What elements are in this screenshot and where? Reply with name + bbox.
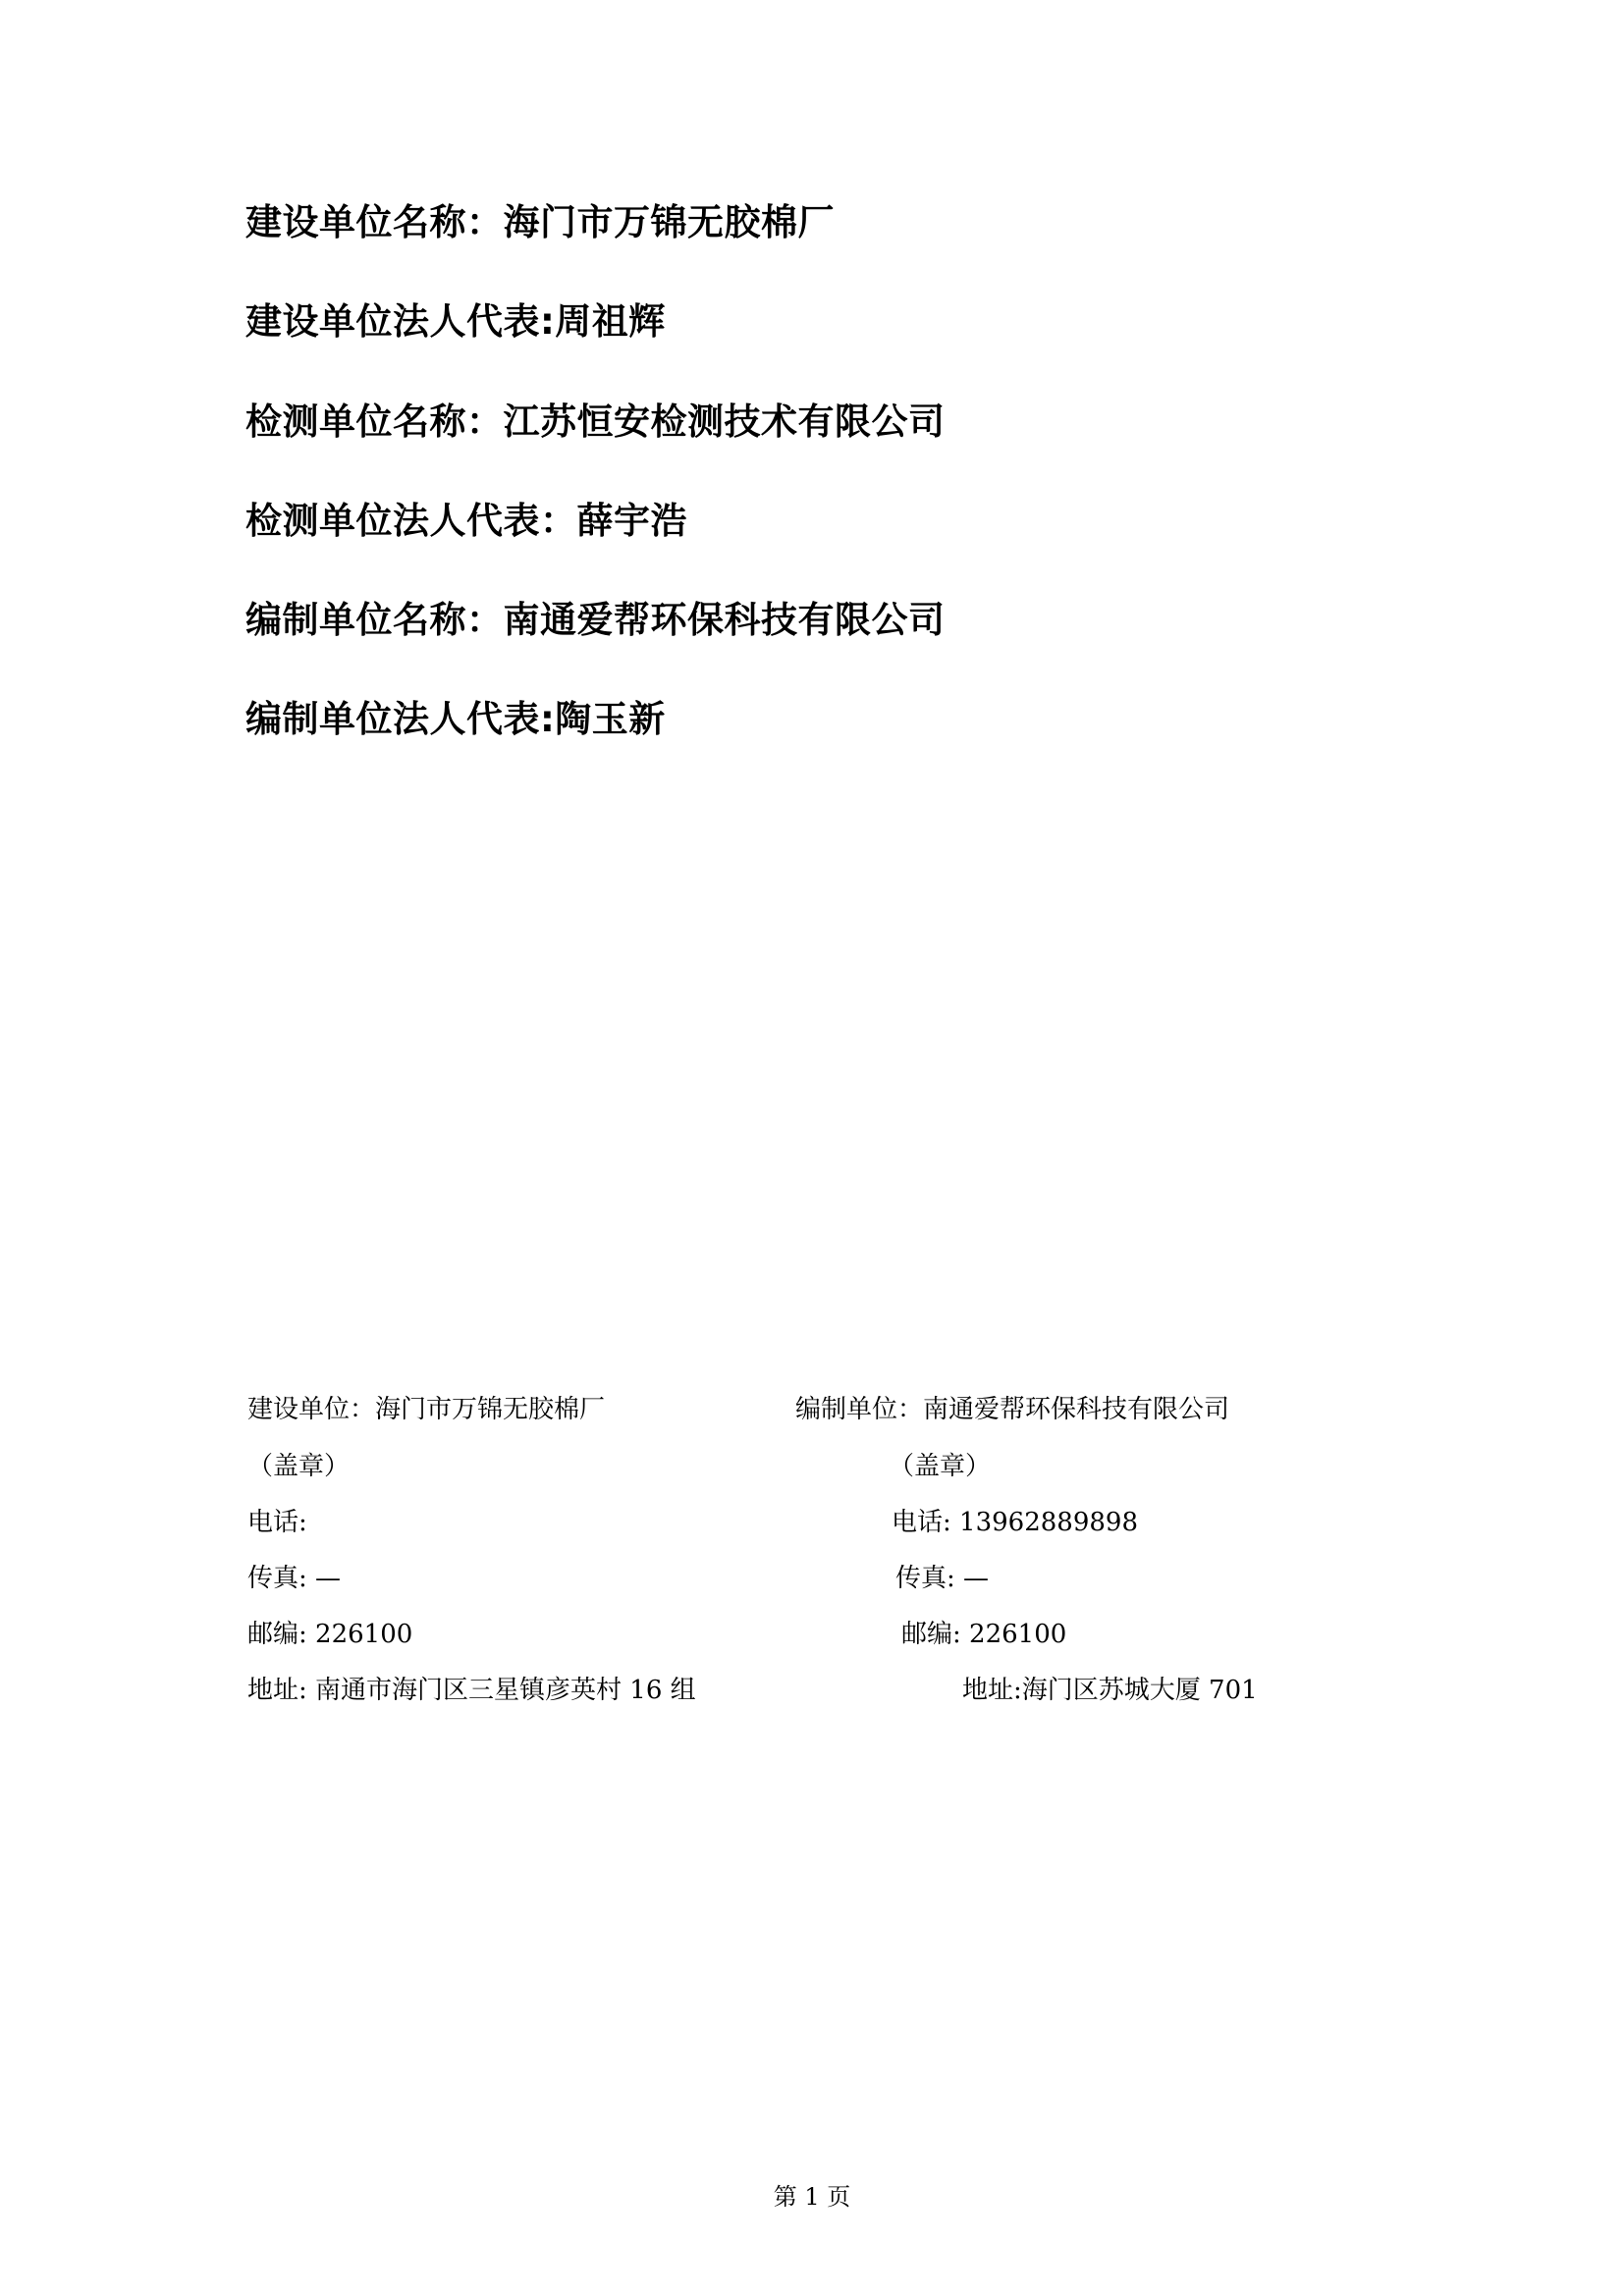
testing-unit-legal-rep: 检测单位法人代表：薛宇浩	[245, 500, 687, 542]
left-address: 地址: 南通市海门区三星镇彦英村 16 组	[247, 1676, 696, 1705]
right-unit: 编制单位：南通爱帮环保科技有限公司	[795, 1395, 1230, 1424]
right-postcode: 邮编: 226100	[901, 1620, 1067, 1649]
testing-unit-name: 检测单位名称：江苏恒安检测技术有限公司	[245, 400, 946, 443]
construction-unit-legal-rep: 建设单位法人代表:周祖辉	[245, 300, 666, 343]
page-number: 第 1 页	[773, 2183, 851, 2211]
left-postcode: 邮编: 226100	[247, 1620, 413, 1649]
left-seal: （盖章）	[247, 1452, 351, 1481]
left-fax: 传真: —	[247, 1564, 342, 1593]
right-phone: 电话: 13962889898	[892, 1508, 1138, 1537]
right-seal: （盖章）	[889, 1452, 992, 1481]
left-phone: 电话:	[247, 1508, 307, 1537]
left-unit: 建设单位：海门市万锦无胶棉厂	[247, 1395, 606, 1424]
compiling-unit-name: 编制单位名称：南通爱帮环保科技有限公司	[245, 599, 946, 641]
right-fax: 传真: —	[895, 1564, 990, 1593]
right-address: 地址:海门区苏城大厦 701	[962, 1676, 1258, 1705]
construction-unit-name: 建设单位名称：海门市万锦无胶棉厂	[245, 201, 835, 243]
compiling-unit-legal-rep: 编制单位法人代表:陶玉新	[245, 698, 666, 740]
